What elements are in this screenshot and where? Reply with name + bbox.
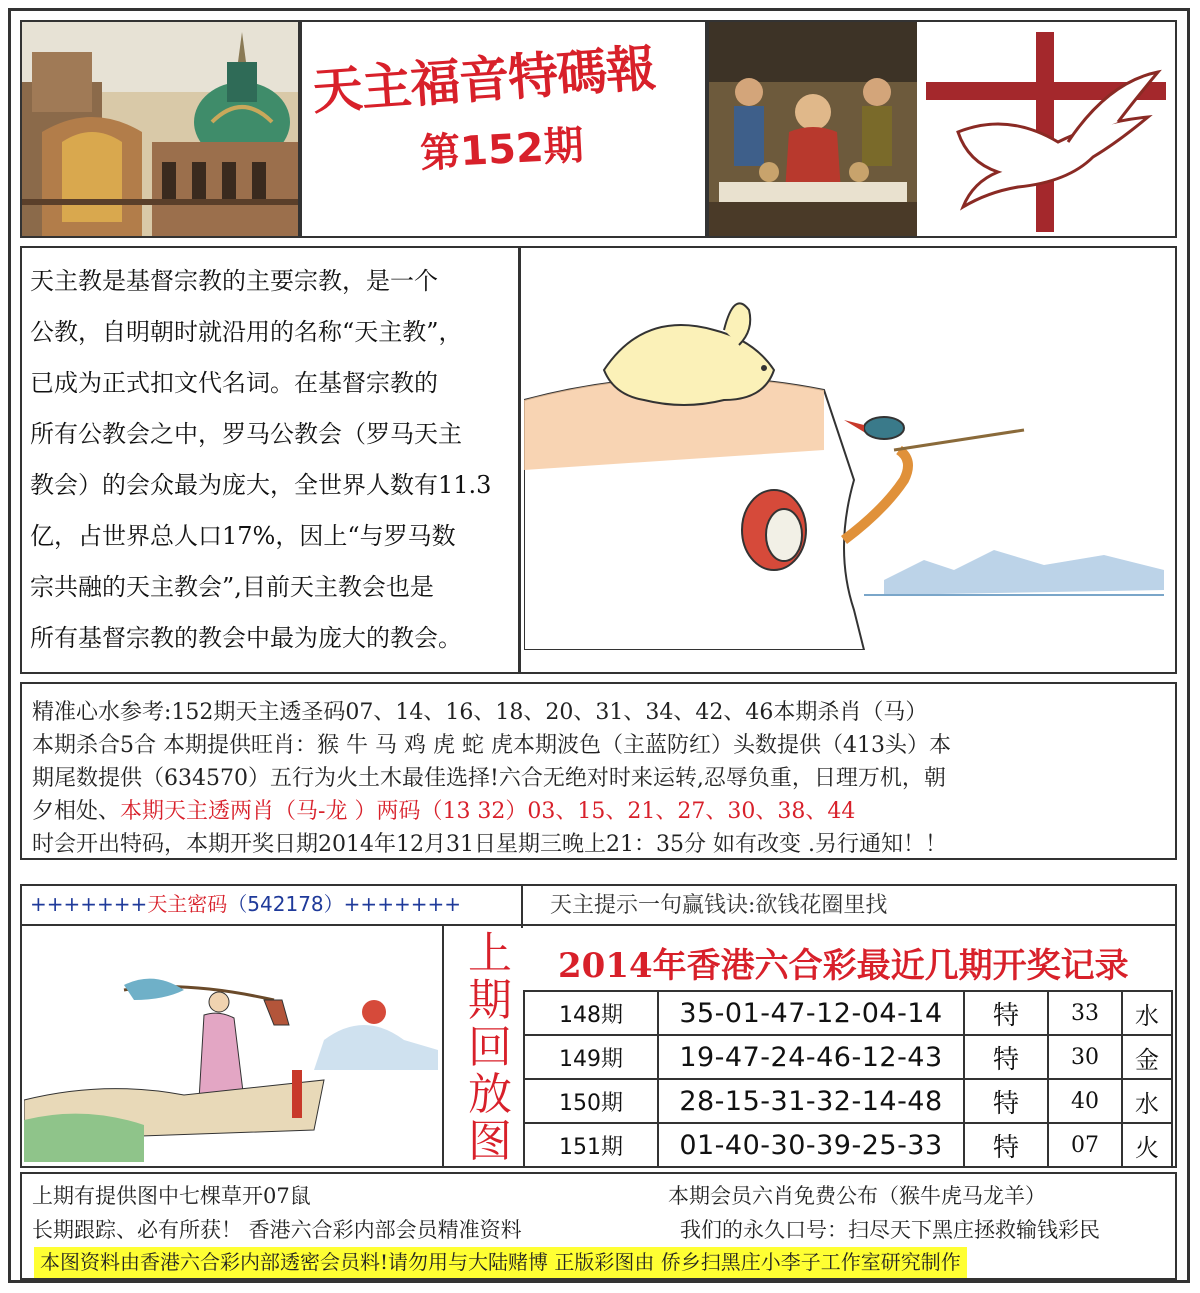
- replay-title-char: 期: [468, 975, 512, 1026]
- period-cell: 151期: [524, 1123, 658, 1167]
- reference-line-4-highlight: 本期天主透两肖（马-龙 ）两码（13 32）03、15、21、27、30、38、44: [120, 799, 856, 824]
- period-cell: 148期: [524, 991, 658, 1035]
- cross-dove-image: [918, 22, 1175, 236]
- special-number-cell: 07: [1048, 1123, 1122, 1167]
- element-cell: 金: [1122, 1035, 1172, 1079]
- last-supper-image: [709, 22, 917, 236]
- intro-line: 公教，自明朝时就沿用的名称“天主教”，: [30, 318, 463, 346]
- rabbit-bird-illustration: [524, 250, 1164, 650]
- intro-line: 宗共融的天主教会”,目前天主教会也是: [30, 573, 434, 601]
- table-row: [524, 1035, 1172, 1079]
- footer-line-2-left: 长期跟踪、必有所获！ 香港六合彩内部会员精准资料: [32, 1218, 522, 1242]
- tip-underline: [523, 924, 1175, 926]
- results-title: 2014年香港六合彩最近几期开奖记录: [558, 946, 1129, 986]
- reference-line-4: [32, 795, 1177, 828]
- intro-line: 教会）的会众最为庞大，全世界人数有11.3: [30, 471, 492, 499]
- secret-code-label: 天主密码: [147, 892, 228, 916]
- intro-line: 天主教是基督宗教的主要宗教，是一个: [30, 267, 438, 295]
- page-title: 天主福音特碼報: [310, 39, 657, 121]
- footer-line-2-right: 我们的永久口号：扫尽天下黑庄拯救输钱彩民: [680, 1218, 1100, 1242]
- numbers-cell: 28-15-31-32-14-48: [658, 1079, 964, 1123]
- secret-code-suffix: +++++++: [343, 892, 461, 916]
- cathedral-image: [22, 22, 298, 236]
- numbers-cell: 01-40-30-39-25-33: [658, 1123, 964, 1167]
- element-cell: 水: [1122, 1079, 1172, 1123]
- special-number-cell: 40: [1048, 1079, 1122, 1123]
- special-label-cell: 特: [964, 1079, 1048, 1123]
- element-cell: 水: [1122, 991, 1172, 1035]
- secret-code-value: （542178）: [227, 892, 344, 916]
- special-number-cell: 30: [1048, 1035, 1122, 1079]
- table-row: [524, 1079, 1172, 1123]
- reference-line-5: 时会开出特码，本期开奖日期2014年12月31日星期三晚上21：35分 如有改变 .另行通知！！: [32, 832, 947, 857]
- code-divider: [20, 924, 523, 926]
- intro-line: 已成为正式扣文代名词。在基督宗教的: [30, 369, 438, 397]
- special-label-cell: 特: [964, 1123, 1048, 1167]
- footer-line-1-right: 本期会员六肖免费公布（猴牛虎马龙羊）: [668, 1184, 1046, 1208]
- intro-divider: [518, 248, 521, 672]
- special-label-cell: 特: [964, 991, 1048, 1035]
- table-row: [524, 991, 1172, 1035]
- intro-line: 所有公教会之中，罗马公教会（罗马天主: [30, 420, 462, 448]
- replay-divider: [442, 926, 444, 1166]
- footer-highlight: 本图资料由香港六合彩内部透密会员料!请勿用与大陆赌博 正版彩图由 侨乡扫黑庄小李子工作室研究制作: [34, 1247, 967, 1278]
- reference-text: [32, 696, 1177, 861]
- replay-title: [462, 930, 518, 1165]
- numbers-cell: 19-47-24-46-12-43: [658, 1035, 964, 1079]
- replay-title-char: 回: [468, 1022, 512, 1073]
- reference-line-3: 期尾数提供（634570）五行为火土木最佳选择!六合无绝对时来运转,忍辱负重，日理万机，朝: [32, 766, 946, 791]
- reference-line-4-prefix: 夕相处、: [32, 799, 121, 824]
- table-row: [524, 1123, 1172, 1167]
- numbers-cell: 35-01-47-12-04-14: [658, 991, 964, 1035]
- results-table: [523, 990, 1173, 1168]
- footer-line-1-left: 上期有提供图中七棵草开07鼠: [32, 1184, 311, 1208]
- secret-code: [30, 888, 461, 917]
- special-label-cell: 特: [964, 1035, 1048, 1079]
- special-number-cell: 33: [1048, 991, 1122, 1035]
- issue-number: 第152期: [419, 122, 585, 178]
- element-cell: 火: [1122, 1123, 1172, 1167]
- replay-title-char: 图: [468, 1116, 512, 1167]
- intro-text: [30, 256, 516, 664]
- replay-title-char: 上: [468, 928, 512, 979]
- money-tip: 天主提示一句赢钱诀:欲钱花圈里找: [550, 893, 888, 918]
- tip-divider: [521, 886, 523, 928]
- intro-line: 所有基督宗教的教会中最为庞大的教会。: [30, 624, 462, 652]
- replay-title-char: 放: [468, 1069, 512, 1120]
- intro-line: 亿，占世界总人口17%，因上“与罗马数: [30, 522, 456, 550]
- period-cell: 149期: [524, 1035, 658, 1079]
- secret-code-prefix: +++++++: [30, 892, 148, 916]
- reference-line-2: 本期杀合5合 本期提供旺肖：猴 牛 马 鸡 虎 蛇 虎本期波色（主蓝防红）头数提供（413头）本: [32, 733, 951, 758]
- period-cell: 150期: [524, 1079, 658, 1123]
- reference-line-1: 精准心水参考:152期天主透圣码07、14、16、18、20、31、34、42、46本期杀肖（马）: [32, 700, 928, 725]
- replay-illustration: [24, 930, 438, 1162]
